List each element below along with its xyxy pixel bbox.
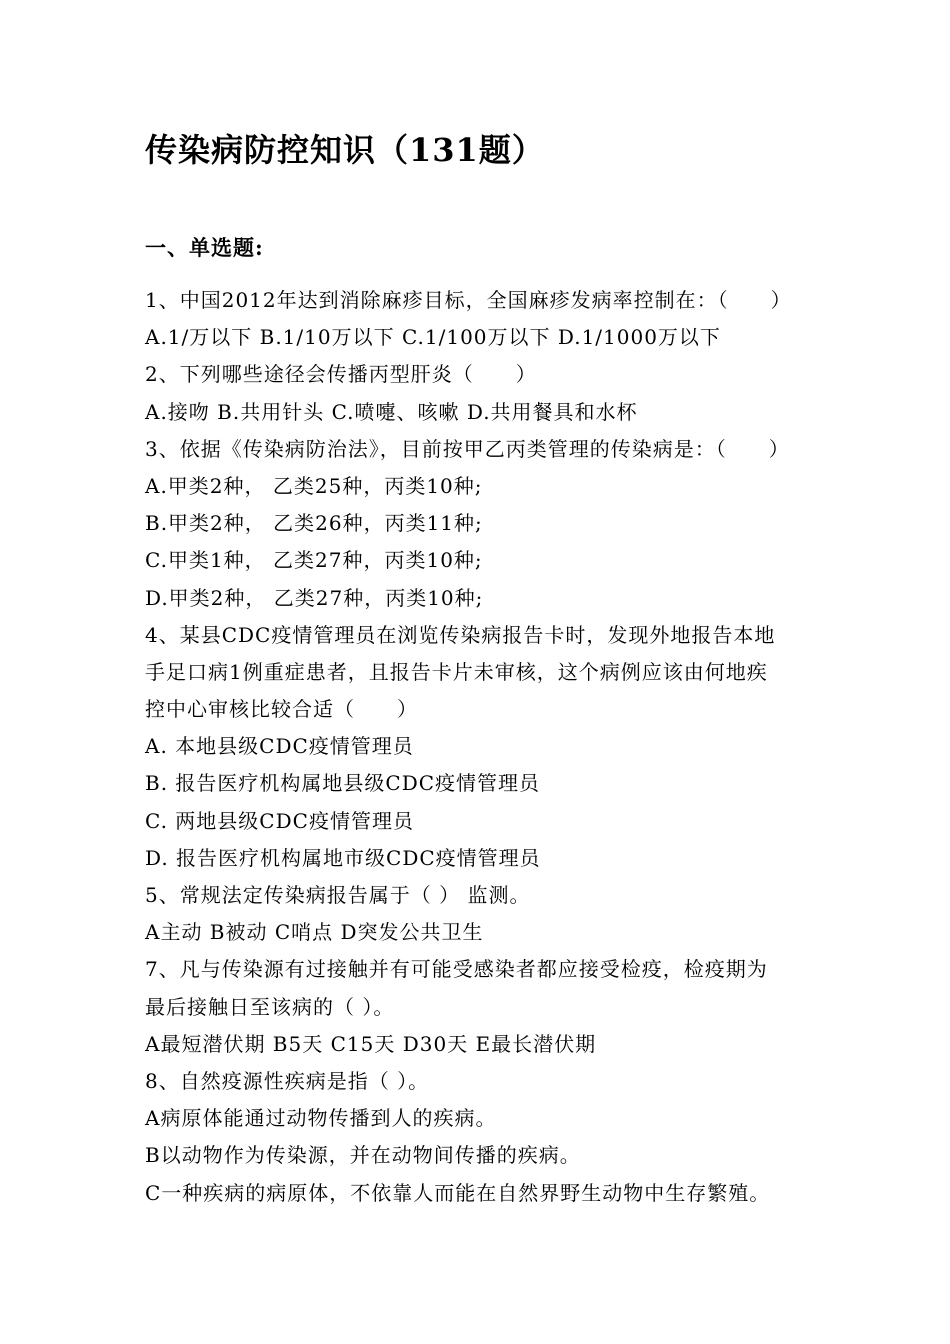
text-line: 5、常规法定传染病报告属于（ ） 监测。 bbox=[145, 883, 531, 907]
text-line: B.甲类2种， 乙类26种，丙类11种; bbox=[145, 511, 483, 536]
text-line: 控中心审核比较合适（ ） bbox=[145, 697, 418, 722]
text-line: 7、凡与传染源有过接触并有可能受感染者都应接受检疫，检疫期为 bbox=[145, 957, 768, 982]
text-line: A.甲类2种， 乙类25种，丙类10种; bbox=[145, 473, 483, 498]
text-line: A主动 B被动 C哨点 D突发公共卫生 bbox=[145, 920, 484, 945]
text-line: B. 报告医疗机构属地县级CDC疫情管理员 bbox=[145, 771, 541, 796]
text-line: A. 本地县级CDC疫情管理员 bbox=[145, 734, 414, 759]
text-line: C一种疾病的病原体，不依靠人而能在自然界野生动物中生存繁殖。 bbox=[145, 1180, 771, 1205]
text-line: A.1/万以下 B.1/10万以下 C.1/100万以下 D.1/1000万以下 bbox=[145, 325, 721, 350]
text-line: D.甲类2种， 乙类27种，丙类10种; bbox=[145, 585, 484, 610]
text-line: 手足口病1例重症患者，且报告卡片未审核，这个病例应该由何地疾 bbox=[145, 659, 768, 684]
text-line: 8、自然疫源性疾病是指（ ）。 bbox=[145, 1068, 430, 1093]
text-line: 1、中国2012年达到消除麻疹目标，全国麻疹发病率控制在：（ ） bbox=[145, 288, 792, 312]
text-line: A最短潜伏期 B5天 C15天 D30天 E最长潜伏期 bbox=[145, 1031, 597, 1056]
text-line: 4、某县CDC疫情管理员在浏览传染病报告卡时，发现外地报告本地 bbox=[145, 622, 776, 647]
text-line: A病原体能通过动物传播到人的疾病。 bbox=[145, 1106, 497, 1131]
text-line: 3、依据《传染病防治法》，目前按甲乙丙类管理的传染病是：（ ） bbox=[145, 436, 790, 461]
text-line: A.接吻 B.共用针头 C.喷嚏、咳嗽 D.共用餐具和水杯 bbox=[145, 399, 638, 424]
section-heading: 一、单选题: bbox=[145, 235, 264, 260]
text-line: C. 两地县级CDC疫情管理员 bbox=[145, 808, 414, 833]
text-line: C.甲类1种， 乙类27种，丙类10种; bbox=[145, 548, 483, 573]
text-line: D. 报告医疗机构属地市级CDC疫情管理员 bbox=[145, 845, 541, 870]
text-line: 最后接触日至该病的（ ）。 bbox=[145, 994, 395, 1019]
text-line: 2、下列哪些途径会传播丙型肝炎（ ） bbox=[145, 362, 537, 387]
document-title: 传染病防控知识（131题） bbox=[145, 131, 545, 169]
question-list bbox=[145, 282, 810, 1212]
text-line: B以动物作为传染源，并在动物间传播的疾病。 bbox=[145, 1143, 581, 1168]
